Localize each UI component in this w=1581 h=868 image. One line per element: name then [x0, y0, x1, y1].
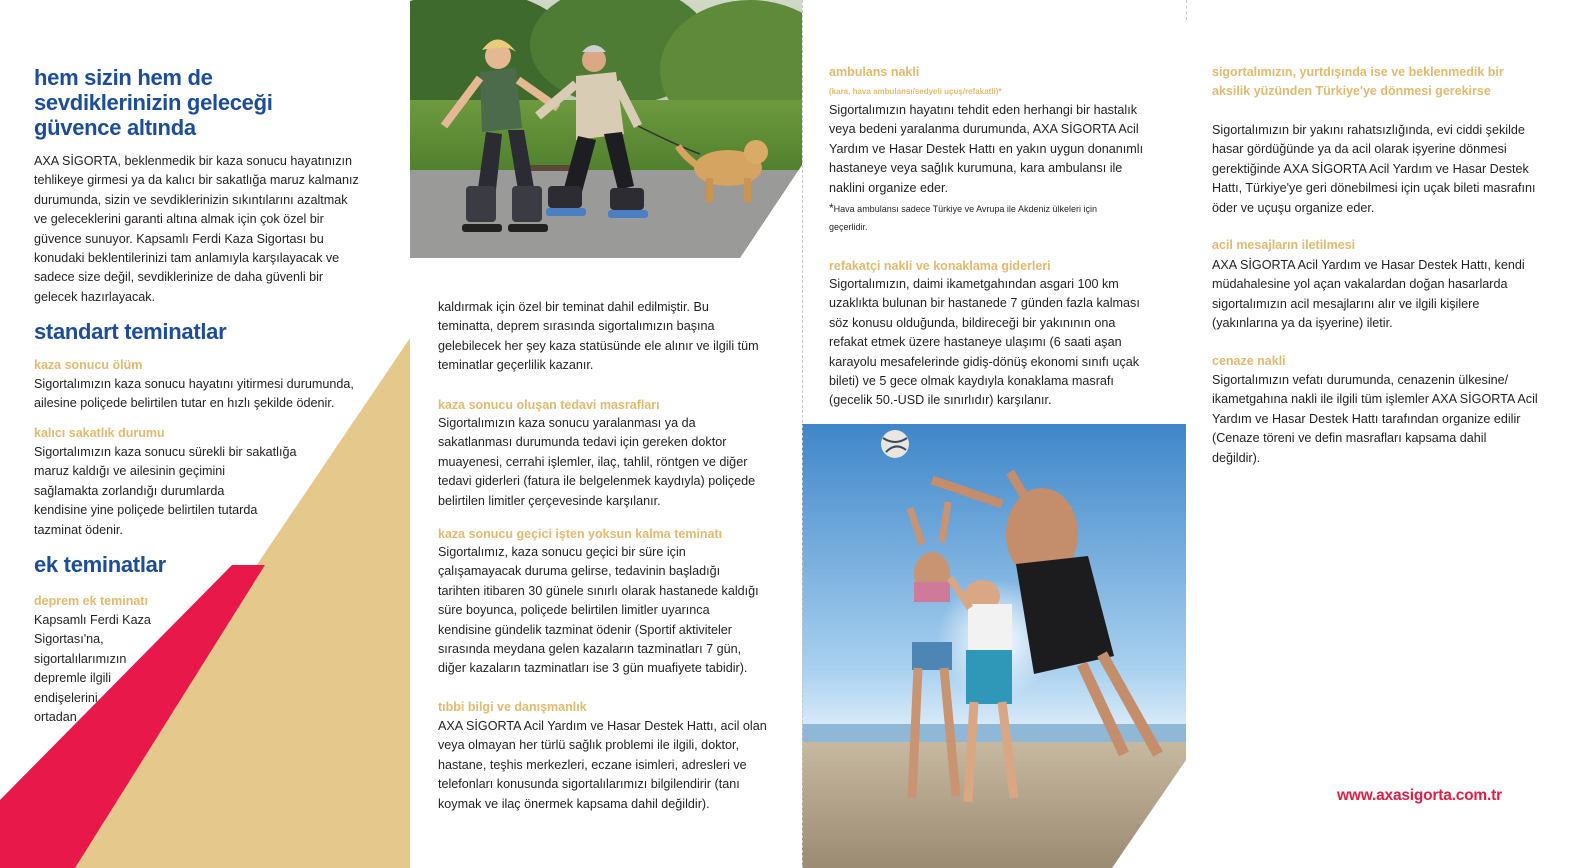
abroad-text: Sigortalımızın bir yakını rahatsızlığında, evi ciddi şekilde hasar gördüğünde ya da acil olarak işyerine dönmesi gerektiğinde AXA SİGORTA Acil Yardım ve Hasar Destek Hattı, Türkiye'ye geri dönebilmesi için uçak bileti masrafını öder ve uçuşu organize eder. — [1212, 123, 1536, 215]
skating-photo — [410, 0, 802, 258]
beach-volleyball-photo — [802, 424, 1186, 868]
footnote-text: Hava ambulansı sadece Türkiye ve Avrupa ile Akdeniz ülkeleri için geçerlidir. — [829, 204, 1097, 232]
death-title: kaza sonucu ölüm — [34, 358, 143, 372]
ambulance-text: Sigortalımızın hayatını tehdit eden herhangi bir hastalık veya bedeni yaralanma durumunda, AXA SİGORTA Acil Yardım ve Hasar Destek Hattı en yakın uygun donanımlı hastaneye veya sağlık kurumuna, kara ambulansı ile naklini organize eder. — [829, 103, 1144, 195]
standard-coverage-title: standart teminatlar — [34, 319, 227, 344]
panel-assistance — [802, 0, 1186, 868]
companion-title: refakatçi nakli ve konaklama giderleri — [829, 259, 1051, 273]
medical-info-text: AXA SİGORTA Acil Yardım ve Hasar Destek Hattı, acil olan veya olmayan her türlü sağlık problemi ile ilgili, doktor, hastane, teşhis merkezleri, eczane isimleri, adresleri ve telefonları konusunda sigortalılarımızı bilgilendirir (tanı koymak ve ilaç önermek kapsama dahil değildir). — [438, 719, 767, 811]
footnote-mark: * — [829, 201, 834, 215]
funeral-title: cenaze nakli — [1212, 354, 1286, 368]
ambulance-title: ambulans nakli — [829, 65, 920, 79]
quake-title: deprem ek teminatı — [34, 594, 148, 608]
fold-line — [802, 0, 803, 868]
urgent-messages-text: AXA SİGORTA Acil Yardım ve Hasar Destek Hattı, kendi müdahalesine yol açan vakalardan doğan hasarlarda sigortalımızın acil mesajlarını alır ve ilgili kişilere (yakınlarına ya da işyerine) iletir. — [1212, 258, 1525, 331]
urgent-messages-title: acil mesajların iletilmesi — [1212, 238, 1356, 252]
temporary-disability-text: Sigortalımız, kaza sonucu geçici bir süre için çalışamayacak duruma gelirse, tedavinin başladığı tarihten itibaren 30 günele sınırlı olarak hastanede kaldığı süre boyunca, poliçede belirtilen limitler uyarınca kendisine gündelik tazminat ödenir (Sportif aktiviteler sırasında meydana gelen kazaların tazminatları 7 gün, diğer kazaların tazminatları ise 3 gün muafiyete tabidir). — [438, 545, 759, 676]
main-headline: hem sizin hem de sevdiklerinizin geleceği güvence altında — [34, 65, 273, 140]
ambulance-footnote — [829, 199, 1179, 236]
quake-text-continued: kaldırmak için özel bir teminat dahil edilmiştir. Bu teminatta, deprem sırasında sigortalımızın başına gelebilecek her şey kaza statüsünde ele alınır ve ilgili tüm teminatlar geçerlilik kazanır. — [438, 300, 759, 373]
ambulance-subtitle: (kara, hava ambulansı/sedyeli uçuş/refakatli)* — [829, 87, 1002, 96]
temporary-disability-title: kaza sonucu geçici işten yoksun kalma teminatı — [438, 527, 723, 541]
fold-line — [1186, 0, 1187, 20]
treatment-title: kaza sonucu oluşan tedavi masrafları — [438, 398, 660, 412]
disability-title: kalıcı sakatlık durumu — [34, 426, 165, 440]
quake-text: Kapsamlı Ferdi Kaza Sigortası'na, sigortalılarımızın depremle ilgili endişelerini ortadan — [34, 613, 151, 725]
panel-coverages — [410, 0, 802, 868]
panel-abroad — [1186, 0, 1581, 868]
website-link[interactable]: www.axasigorta.com.tr — [1337, 787, 1502, 804]
panel-intro — [0, 0, 410, 868]
extra-coverage-title: ek teminatlar — [34, 552, 166, 577]
funeral-text: Sigortalımızın vefatı durumunda, cenazenin ülkesine/ ikametgahına nakli ile ilgili tüm işlemler AXA SİGORTA Acil Yardım ve Hasar Destek Hattı tarafından organize edilir (Cenaze töreni ve defin masrafları kapsama dahil değildir). — [1212, 373, 1538, 465]
intro-paragraph: AXA SİGORTA, beklenmedik bir kaza sonucu hayatınızın tehlikeye girmesi ya da kalıcı bir sakatlığa maruz kalmanız durumunda, sizin ve sevdiklerinizin sıkıntılarını azaltmak ve geleceklerini garanti altına almak için çok özel bir güvence sunuyor. Kapsamlı Ferdi Kaza Sigortası bu konudaki beklentilerinizi tam anlamıyla karşılayacak ve sadece size değil, sevdiklerinize de daha güvenli bir gelecek hazırlayacak. — [34, 154, 359, 304]
abroad-title: sigortalımızın, yurtdışında ise ve beklenmedik bir aksilik yüzünden Türkiye'ye dönmesi gerekirse — [1212, 65, 1504, 98]
treatment-text: Sigortalımızın kaza sonucu yaralanması ya da sakatlanması durumunda tedavi için gereken doktor muayenesi, cerrahi işlemler, ilaç, tahlil, röntgen ve diğer tedavi giderleri (fatura ile belgelenmek kaydıyla) poliçede belirtilen limitler çerçevesinde karşılanır. — [438, 416, 756, 508]
medical-info-title: tıbbi bilgi ve danışmanlık — [438, 700, 587, 714]
companion-text: Sigortalımızın, daimi ikametgahından asgari 100 km uzaklıkta bulunan bir hastanede 7 günden fazla kalması söz konusu olduğunda, bildireceği bir yakınının ona refakat etmek üzere hastaneye ulaşımı (6 saati aşan karayolu mesafelerinde gidiş-dönüş ekonomi sınıfı uçak bileti) ve 5 gece olmak kaydıyla konaklama masrafı (gecelik 50.-USD ile sınırlıdır) karşılanır. — [829, 277, 1140, 408]
death-text: Sigortalımızın kaza sonucu hayatını yitirmesi durumunda, ailesine poliçede belirtilen tutar en hızlı şekilde ödenir. — [34, 377, 354, 411]
disability-text: Sigortalımızın kaza sonucu sürekli bir sakatlığa maruz kaldığı ve ailesinin geçimini sağlamakta zorlandığı durumlarda kendisine yine poliçede belirtilen tutarda tazminat ödenir. — [34, 445, 297, 537]
